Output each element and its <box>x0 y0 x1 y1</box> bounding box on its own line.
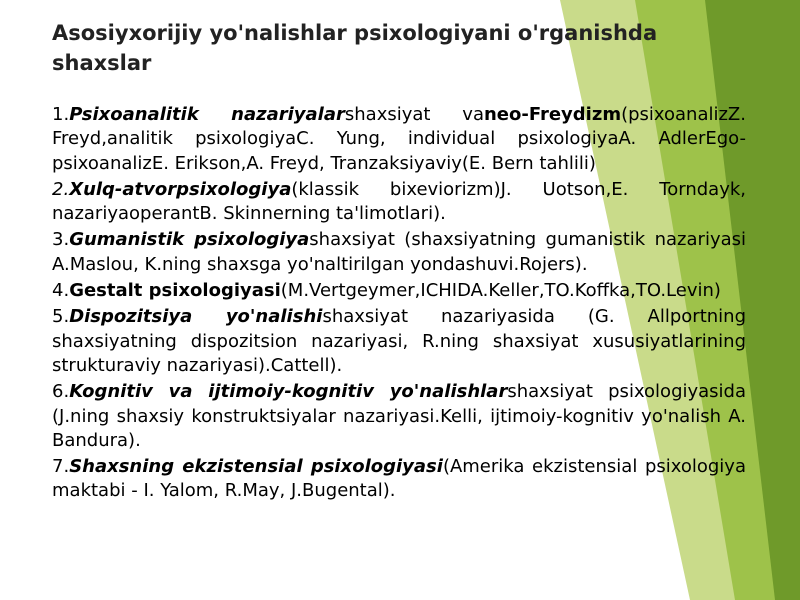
list-item <box>52 455 746 504</box>
list-item <box>52 380 746 453</box>
item-text: (Amerika ekzistensial psixologiya maktabi - I. Yalom, R.May, J.Bugental). <box>52 456 746 502</box>
item-text: (klassik bixeviorizm)J. Uotson,E. Torndayk, nazariyaoperantB. Skinnerning ta'limotlari). <box>52 178 746 225</box>
item-name: Shaxsning ekzistensial psixologiyasi <box>69 456 443 478</box>
slide-title: Asosiyxorijiy yo'nalishlar psixologiyani o'rganishda shaxslar <box>52 21 658 75</box>
item-bold-term: neo-Freydizm <box>483 104 622 125</box>
item-number: 7. <box>52 456 70 478</box>
item-name: Gumanistik psixologiya <box>69 229 310 251</box>
slide-content <box>52 18 746 506</box>
item-number: 2. <box>52 178 70 200</box>
item-name: Xulq-atvorpsixologiya <box>69 178 292 200</box>
item-number: 3. <box>52 229 70 251</box>
item-text: shaxsiyat va <box>344 104 484 125</box>
list-item <box>52 228 746 277</box>
item-number: 4. <box>52 280 70 302</box>
item-text: (M.Vertgeymer,ICHIDA.Keller,TO.Koffka,TO.Levin) <box>280 280 721 302</box>
list-item <box>52 178 746 227</box>
item-number: 1. <box>52 104 70 125</box>
item-number: 6. <box>52 381 70 403</box>
list-item <box>52 279 746 303</box>
list-item <box>52 305 746 378</box>
item-text: shaxsiyat nazariyasida (G. Allportning shaxsiyatning dispozitsion nazariyasi, R.ning shaxsiyat xususiyatlarining strukturaviy nazariyasi).Cattell). <box>52 306 746 376</box>
item-name: Gestalt psixologiyasi <box>69 280 281 302</box>
item-text: shaxsiyat psixologiyasida (J.ning shaxsiy konstruktsiyalar nazariyasi.Kelli, ijtimoiy-kognitiv yo'nalish A. Bandura). <box>52 381 747 451</box>
list-item <box>52 103 746 176</box>
directions-list <box>52 103 746 504</box>
item-number: 5. <box>52 306 70 328</box>
item-text: (psixoanalizZ. Freyd,analitik psixologiyaC. Yung, individual psixologiyaA. AdlerEgo-psixoanalizE. Erikson,A. Freyd, Tranzaksiyaviy(E. Bern tahlili) <box>52 104 746 174</box>
item-name: Dispozitsiya yo'nalishi <box>69 306 323 328</box>
item-name: Kognitiv va ijtimoiy-kognitiv yo'nalishlar <box>69 381 508 403</box>
item-text: shaxsiyat (shaxsiyatning gumanistik nazariyasi A.Maslou, K.ning shaxsga yo'naltirilgan yondashuvi.Rojers). <box>52 229 747 275</box>
item-name: Psixoanalitik nazariyalar <box>69 104 345 125</box>
